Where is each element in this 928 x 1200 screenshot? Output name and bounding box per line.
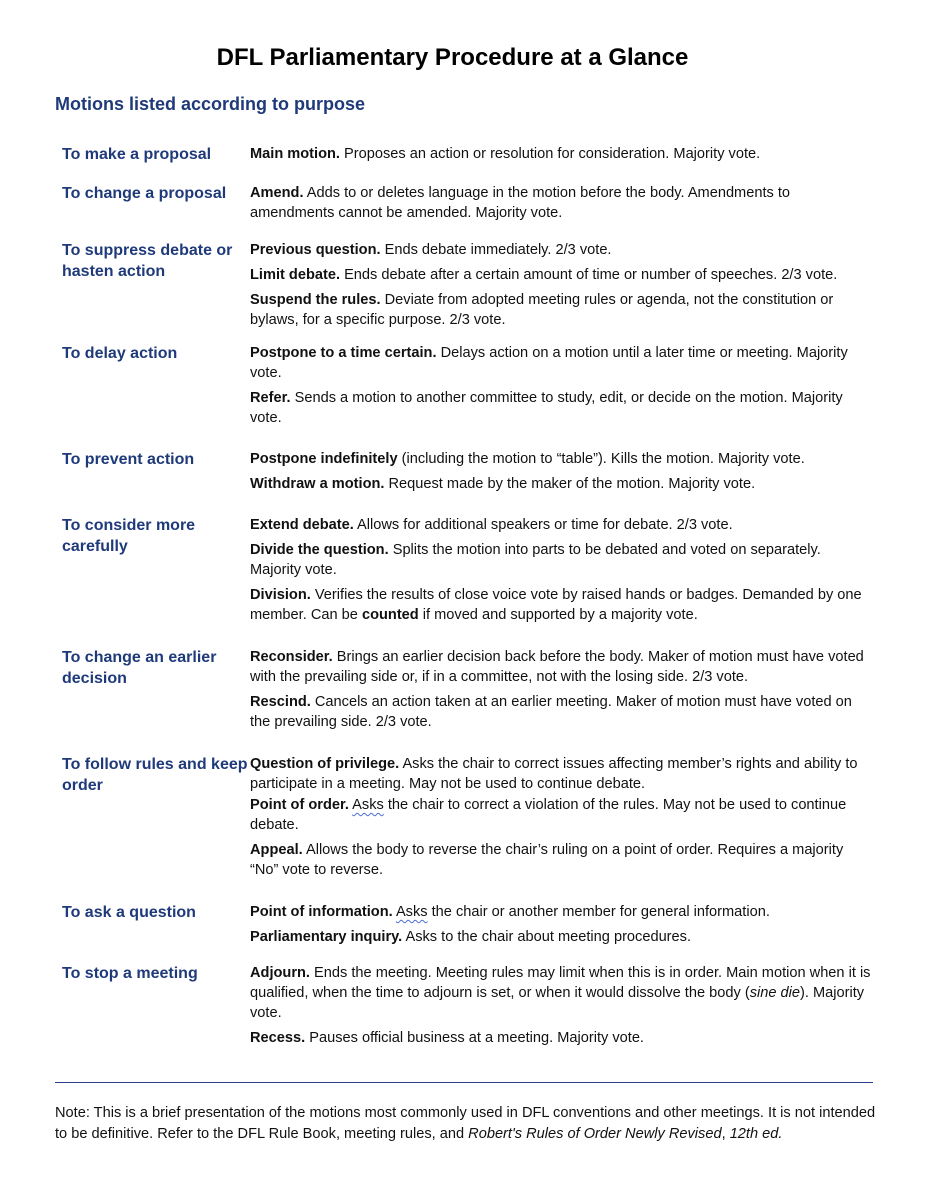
motion-name: Limit debate.	[250, 267, 341, 283]
motion-list	[250, 449, 872, 515]
purpose-label: To change an earlier decision	[62, 649, 217, 687]
motion-entry	[250, 840, 872, 880]
purpose-label: To ask a question	[62, 904, 196, 921]
motion-list	[250, 647, 872, 754]
motion-name: Postpone indefinitely	[250, 451, 398, 467]
motion-entry	[250, 1028, 872, 1048]
motion-row	[62, 449, 872, 515]
motion-description: Deviate from adopted meeting rules or agenda, not the constitution or bylaws, for a specific purpose. 2/3 vote.	[250, 292, 834, 328]
purpose-label: To make a proposal	[62, 146, 212, 163]
motion-entry	[250, 343, 872, 383]
motion-name: Point of order.	[250, 797, 349, 813]
motion-name: Question of privilege.	[250, 756, 400, 772]
motion-list	[250, 963, 872, 1053]
motion-entry	[250, 540, 872, 580]
motion-row	[62, 902, 872, 963]
motion-entry	[250, 183, 872, 223]
motion-row	[62, 144, 872, 183]
motion-description-continued: ). Majority vote.	[250, 985, 865, 1021]
motion-description: the chair or another member for general information.	[427, 904, 770, 920]
motion-description: Splits the motion into parts to be debated and voted on separately. Majority vote.	[250, 542, 821, 578]
motion-list	[250, 144, 872, 183]
motion-entry	[250, 927, 872, 947]
motion-description: Ends the meeting. Meeting rules may limit when this is in order. Main motion when it is qualified, when the time to adjourn is set, or when it would dissolve the body (	[250, 965, 871, 1001]
motions-table	[62, 144, 872, 1053]
note-book-title: Robert's Rules of Order Newly Revised	[468, 1126, 722, 1142]
motion-name: Point of information.	[250, 904, 393, 920]
motion-row	[62, 754, 872, 902]
section-divider	[55, 1082, 873, 1083]
motion-description: Allows the body to reverse the chair’s ruling on a point of order. Requires a majority “No” vote to reverse.	[250, 842, 844, 878]
motion-description: Cancels an action taken at an earlier meeting. Maker of motion must have voted on the prevailing side. 2/3 vote.	[250, 694, 852, 730]
motion-name: Appeal.	[250, 842, 303, 858]
motion-name: Refer.	[250, 390, 291, 406]
purpose-label: To prevent action	[62, 451, 195, 468]
motion-entry	[250, 902, 872, 922]
motion-row	[62, 647, 872, 754]
motion-description: Request made by the maker of the motion. Majority vote.	[384, 476, 756, 492]
purpose-label: To stop a meeting	[62, 965, 198, 982]
purpose-label: To consider more carefully	[62, 517, 196, 555]
motion-entry	[250, 240, 872, 260]
motion-entry	[250, 963, 872, 1023]
motion-description: Adds to or deletes language in the motion before the body. Amendments to amendments cannot be amended. Majority vote.	[250, 185, 791, 221]
motion-description: Verifies the results of close voice vote by raised hands or badges. Demanded by one member. Can be	[250, 587, 862, 623]
spelling-squiggle-word: Asks	[352, 797, 384, 813]
motion-name: Parliamentary inquiry.	[250, 929, 403, 945]
motion-description: Ends debate after a certain amount of time or number of speeches. 2/3 vote.	[340, 267, 838, 283]
motion-description: the chair to correct a violation of the rules. May not be used to continue debate.	[250, 797, 847, 833]
motion-name: Division.	[250, 587, 311, 603]
motion-list	[250, 754, 872, 902]
note-text: Note: This is a brief presentation of the motions most commonly used in DFL conventions and other meetings. It is not intended to be definitive. Refer to the DFL Rule Book, meeting rules, and	[55, 1105, 876, 1142]
motion-description: Asks the chair to correct issues affecting member’s rights and ability to participate in a meeting. May not be used to continue debate.	[250, 756, 858, 792]
motion-description: Proposes an action or resolution for consideration. Majority vote.	[340, 146, 761, 162]
motion-entry	[250, 144, 872, 164]
motion-name: Recess.	[250, 1030, 306, 1046]
motion-row	[62, 343, 872, 449]
motion-row	[62, 963, 872, 1053]
motion-name: Rescind.	[250, 694, 311, 710]
motion-description: Asks to the chair about meeting procedures.	[402, 929, 692, 945]
motion-description: (including the motion to “table”). Kills the motion. Majority vote.	[397, 451, 805, 467]
note-separator: ,	[721, 1126, 730, 1142]
motion-entry	[250, 585, 872, 625]
motion-list	[250, 183, 872, 240]
motion-list	[250, 343, 872, 449]
motion-name: Main motion.	[250, 146, 340, 162]
page-title: DFL Parliamentary Procedure at a Glance	[216, 44, 689, 71]
motion-description: Allows for additional speakers or time for debate. 2/3 vote.	[353, 517, 733, 533]
purpose-label: To delay action	[62, 345, 178, 362]
motion-name: Withdraw a motion.	[250, 476, 385, 492]
motion-entry	[250, 449, 872, 469]
motion-name: Divide the question.	[250, 542, 389, 558]
motion-entry	[250, 290, 872, 330]
motion-description: Delays action on a motion until a later time or meeting. Majority vote.	[250, 345, 848, 381]
motion-entry	[250, 754, 872, 794]
purpose-label: To suppress debate or hasten action	[62, 242, 233, 280]
motion-name: Reconsider.	[250, 649, 333, 665]
motion-row	[62, 183, 872, 240]
motion-entry	[250, 388, 872, 428]
footnote	[55, 1103, 885, 1145]
section-heading: Motions listed according to purpose	[55, 94, 366, 114]
motion-list	[250, 515, 872, 647]
motion-name: Amend.	[250, 185, 304, 201]
motion-row	[62, 240, 872, 343]
motion-entry	[250, 647, 872, 687]
motion-description-continued: if moved and supported by a majority vote.	[418, 607, 698, 623]
motion-entry	[250, 474, 872, 494]
motion-row	[62, 515, 872, 647]
motion-list	[250, 240, 872, 343]
motion-entry	[250, 515, 872, 535]
spelling-squiggle-word: Asks	[395, 904, 428, 920]
motion-entry	[250, 795, 872, 835]
motion-name: Adjourn.	[250, 965, 310, 981]
motion-entry	[250, 265, 872, 285]
purpose-label: To change a proposal	[62, 185, 227, 202]
motion-description: Brings an earlier decision back before the body. Maker of motion must have voted with the prevailing side or, if in a committee, not with the losing side. 2/3 vote.	[250, 649, 864, 685]
note-edition: 12th ed.	[729, 1126, 783, 1142]
motion-description: Pauses official business at a meeting. Majority vote.	[305, 1030, 644, 1046]
motion-list	[250, 902, 872, 963]
motion-name: Extend debate.	[250, 517, 354, 533]
motion-description: Sends a motion to another committee to study, edit, or decide on the motion. Majority vote.	[250, 390, 843, 426]
motion-name: Suspend the rules.	[250, 292, 381, 308]
motion-entry	[250, 692, 872, 732]
motion-name: Postpone to a time certain.	[250, 345, 437, 361]
motion-description: Ends debate immediately. 2/3 vote.	[380, 242, 612, 258]
motion-emphasis: counted	[361, 607, 419, 623]
purpose-label: To follow rules and keep order	[62, 756, 248, 794]
motion-name: Previous question.	[250, 242, 381, 258]
latin-term: sine die	[749, 985, 801, 1001]
